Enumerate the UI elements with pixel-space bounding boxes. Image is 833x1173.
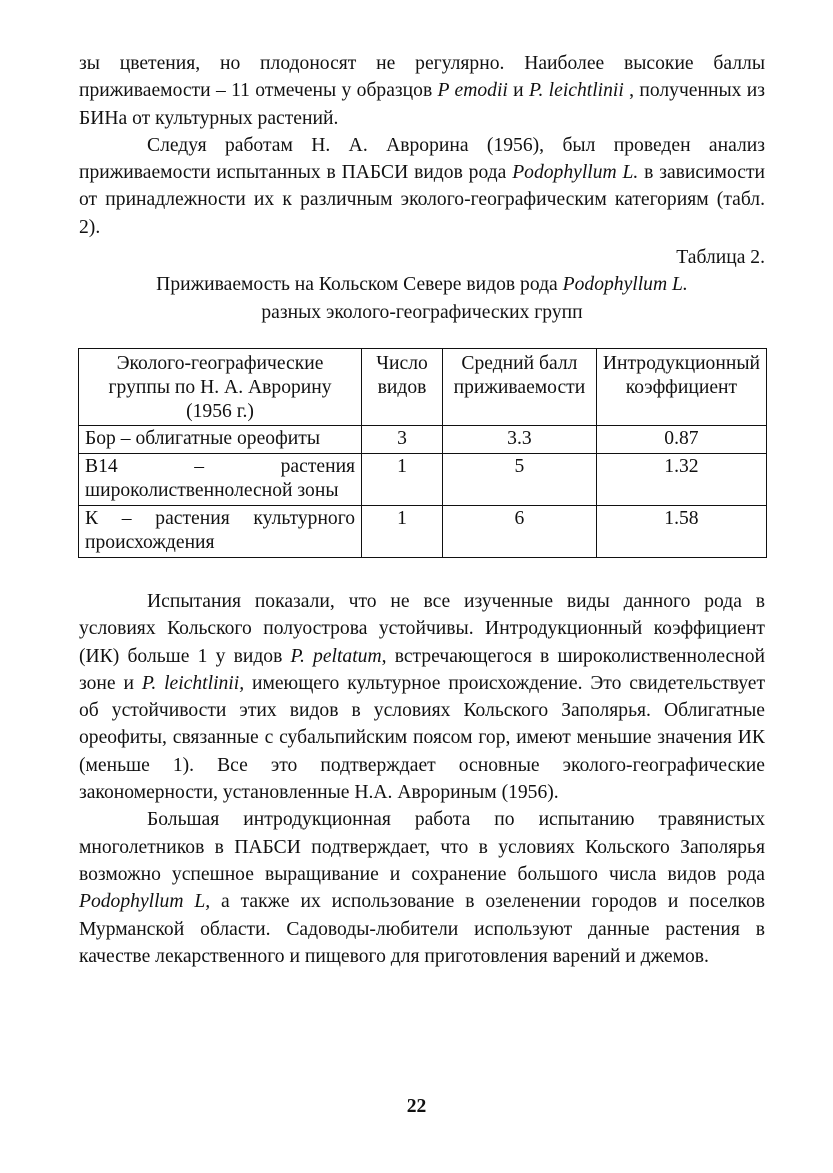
page-body (79, 50, 765, 970)
genus-name: Podophyllum L, (79, 891, 211, 913)
paragraph-4-text: Большая интродукционная работа по испытанию травянистых многолетников в ПАБСИ подтверждает, что в условиях Кольского Заполярья возможно успешное выращивание и сохранение большого числа видов рода (79, 809, 765, 885)
header-score: Средний балл приживаемости (443, 348, 597, 425)
cell-coefficient: 0.87 (596, 425, 766, 453)
species-name: P. leichtlinii (529, 80, 624, 102)
table-title-text: разных эколого-географических групп (261, 301, 583, 323)
paragraph-3-text: имеющего культурное происхождение. Это свидетельствует об устойчивости этих видов в условиях Кольского Заполярья. Облигатные ореофиты, связанные с субальпийским поясом гор, имеют меньшие значения ИК (меньше 1). Все это подтверждает основные эколого-географические закономерности, установленные Н.А. Аврориным (1956). (79, 672, 766, 804)
table-title (79, 271, 765, 326)
paragraph-1-text: и (507, 80, 529, 102)
table-row (79, 453, 767, 505)
paragraph-2 (79, 132, 765, 241)
paragraph-1-text: зы цветения, но плодоносят не регулярно. Наиболее высокие баллы приживаемости – 11 отмечены у образцов (79, 53, 765, 102)
cell-count: 1 (362, 453, 443, 505)
paragraph-4 (79, 806, 765, 970)
cell-score: 5 (443, 453, 597, 505)
paragraph-3-text: , встречающегося в широколиственнолесной зоне и (79, 645, 765, 694)
genus-name: Podophyllum L. (562, 274, 688, 296)
header-group: Эколого-географические группы по Н. А. Аврорину (1956 г.) (79, 348, 362, 425)
table-row (79, 425, 767, 453)
paragraph-1 (79, 50, 765, 132)
header-count: Число видов (362, 348, 443, 425)
species-name: P. peltatum (290, 645, 382, 667)
genus-name: Podophyllum L. (512, 162, 639, 184)
cell-count: 3 (362, 425, 443, 453)
paragraph-4-text: а также их использование в озеленении городов и поселков Мурманской области. Садоводы-любители используют данные растения в качестве лекарственного и пищевого для приготовления варений и джемов. (79, 891, 765, 967)
cell-score: 6 (443, 505, 597, 557)
paragraph-1-text: , полученных из БИНа от культурных растений. (79, 80, 765, 129)
species-name: P. leichtlinii, (141, 672, 245, 694)
page-number: 22 (406, 1096, 427, 1117)
paragraph-3-text: Испытания показали, что не все изученные виды данного рода в условиях Кольского полуострова устойчивы. Интродукционный коэффициент (ИК) больше 1 у видов (79, 590, 765, 667)
table-label: Таблица 2. (676, 247, 765, 269)
cell-score: 3.3 (443, 425, 597, 453)
cell-group: К – растения культурного происхождения (79, 505, 362, 557)
cell-count: 1 (362, 505, 443, 557)
cell-group: Бор – облигатные ореофиты (79, 425, 362, 453)
survival-table (78, 348, 767, 558)
paragraph-2-text: в зависимости от принадлежности их к различным эколого-географическим категориям (табл. 2). (79, 162, 765, 238)
cell-coefficient: 1.58 (596, 505, 766, 557)
cell-coefficient: 1.32 (596, 453, 766, 505)
paragraph-3 (79, 588, 765, 806)
paragraph-2-text: Следуя работам Н. А. Аврорина (1956), был проведен анализ приживаемости испытанных в ПАБСИ видов рода (79, 134, 765, 184)
cell-group: В14 – растения широколиственнолесной зоны (79, 453, 362, 505)
table-row (79, 505, 767, 557)
header-coefficient: Интродукционный коэффициент (596, 348, 766, 425)
table-title-text: Приживаемость на Кольском Севере видов рода (156, 274, 563, 296)
species-name: P emodii (437, 80, 508, 102)
table-header-row (79, 348, 767, 425)
